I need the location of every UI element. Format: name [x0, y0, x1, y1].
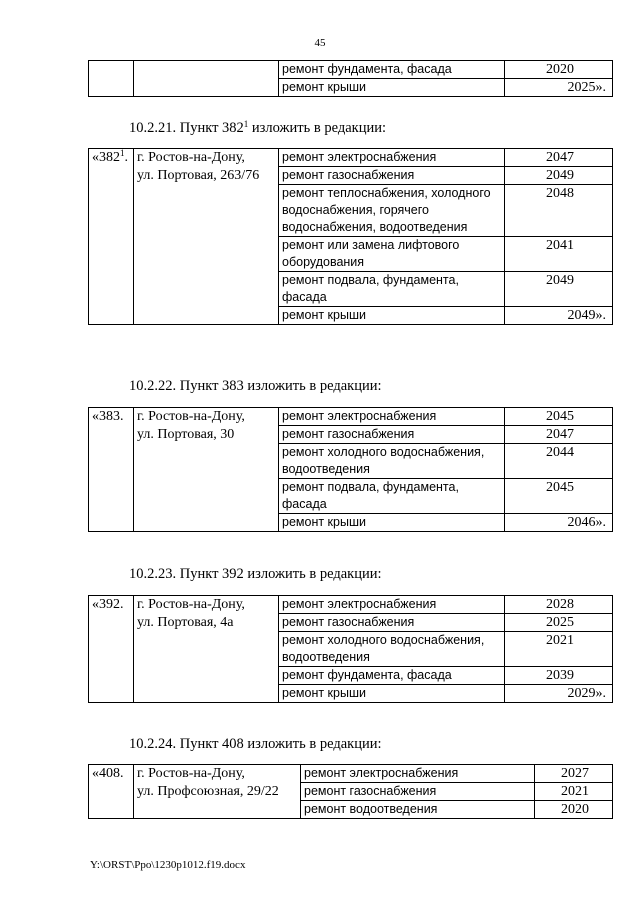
- section-heading: 10.2.24. Пункт 408 изложить в редакции:: [129, 736, 382, 752]
- item-number-cell: [89, 149, 134, 325]
- work-cell: ремонт электроснабжения: [279, 408, 505, 426]
- year-cell: 2045: [505, 479, 613, 514]
- section-heading: 10.2.23. Пункт 392 изложить в редакции:: [129, 566, 382, 582]
- address-street: ул. Портовая, 30: [137, 427, 235, 442]
- item-number-cell: «408.: [89, 765, 134, 819]
- year-cell: 2047: [505, 426, 613, 444]
- year-cell: 2020: [535, 801, 613, 819]
- year-cell: 2021: [535, 783, 613, 801]
- work-cell: ремонт крыши: [279, 79, 505, 97]
- heading-text: изложить в редакции:: [248, 120, 387, 136]
- address-city: г. Ростов-на-Дону,: [137, 766, 245, 781]
- year-cell: 2028: [505, 596, 613, 614]
- work-cell: ремонт фундамента, фасада: [279, 61, 505, 79]
- work-cell: ремонт электроснабжения: [279, 596, 505, 614]
- work-cell: ремонт теплоснабжения, холодного водоснабжения, горячего водоснабжения, водоотведения: [279, 185, 505, 237]
- address-street: ул. Профсоюзная, 29/22: [137, 784, 279, 799]
- year-cell: 2020: [505, 61, 613, 79]
- address-city: г. Ростов-на-Дону,: [137, 409, 245, 424]
- year-cell: 2049».: [505, 307, 613, 325]
- work-cell: ремонт электроснабжения: [301, 765, 535, 783]
- year-cell: 2027: [535, 765, 613, 783]
- year-cell: 2044: [505, 444, 613, 479]
- work-cell: ремонт крыши: [279, 307, 505, 325]
- item-number-cell: [89, 61, 134, 97]
- item-number-suffix: .: [124, 150, 128, 165]
- work-cell: ремонт крыши: [279, 685, 505, 703]
- year-cell: 2046».: [505, 514, 613, 532]
- work-cell: ремонт газоснабжения: [279, 426, 505, 444]
- heading-superscript: 1: [243, 119, 249, 129]
- year-cell: 2049: [505, 272, 613, 307]
- address-cell: [134, 61, 279, 97]
- section-table: [88, 407, 613, 532]
- year-cell: 2041: [505, 237, 613, 272]
- work-cell: ремонт подвала, фундамента, фасада: [279, 272, 505, 307]
- item-superscript: 1: [120, 148, 125, 158]
- work-cell: ремонт фундамента, фасада: [279, 667, 505, 685]
- heading-text: 10.2.21. Пункт 382: [129, 120, 244, 136]
- work-cell: ремонт газоснабжения: [301, 783, 535, 801]
- year-cell: 2025: [505, 614, 613, 632]
- work-cell: ремонт холодного водоснабжения, водоотведения: [279, 632, 505, 667]
- table-row: [89, 765, 613, 783]
- work-cell: ремонт электроснабжения: [279, 149, 505, 167]
- table-row: [89, 408, 613, 426]
- address-cell: [134, 596, 279, 703]
- year-cell: 2047: [505, 149, 613, 167]
- table-row: [89, 596, 613, 614]
- work-cell: ремонт газоснабжения: [279, 614, 505, 632]
- footer-file-path: Y:\ORST\Ppo\1230p1012.f19.docx: [90, 859, 246, 871]
- address-city: г. Ростов-на-Дону,: [137, 597, 245, 612]
- section-table: [88, 148, 613, 325]
- work-cell: ремонт или замена лифтового оборудования: [279, 237, 505, 272]
- continuation-table: [88, 60, 613, 97]
- item-number: «382: [92, 150, 120, 165]
- work-cell: ремонт водоотведения: [301, 801, 535, 819]
- section-heading: [129, 120, 386, 137]
- year-cell: 2039: [505, 667, 613, 685]
- table-row: [89, 149, 613, 167]
- work-cell: ремонт газоснабжения: [279, 167, 505, 185]
- year-cell: 2021: [505, 632, 613, 667]
- page-number: 45: [314, 37, 326, 49]
- year-cell: 2025».: [505, 79, 613, 97]
- address-cell: [134, 149, 279, 325]
- item-number-cell: «383.: [89, 408, 134, 532]
- year-cell: 2045: [505, 408, 613, 426]
- item-number-cell: «392.: [89, 596, 134, 703]
- year-cell: 2048: [505, 185, 613, 237]
- table-row: [89, 61, 613, 79]
- section-table: [88, 764, 613, 819]
- year-cell: 2049: [505, 167, 613, 185]
- work-cell: ремонт подвала, фундамента, фасада: [279, 479, 505, 514]
- address-cell: [134, 765, 301, 819]
- work-cell: ремонт крыши: [279, 514, 505, 532]
- address-city: г. Ростов-на-Дону,: [137, 150, 245, 165]
- year-cell: 2029».: [505, 685, 613, 703]
- work-cell: ремонт холодного водоснабжения, водоотведения: [279, 444, 505, 479]
- address-cell: [134, 408, 279, 532]
- address-street: ул. Портовая, 263/76: [137, 168, 260, 183]
- section-table: [88, 595, 613, 703]
- section-heading: 10.2.22. Пункт 383 изложить в редакции:: [129, 378, 382, 394]
- address-street: ул. Портовая, 4а: [137, 615, 234, 630]
